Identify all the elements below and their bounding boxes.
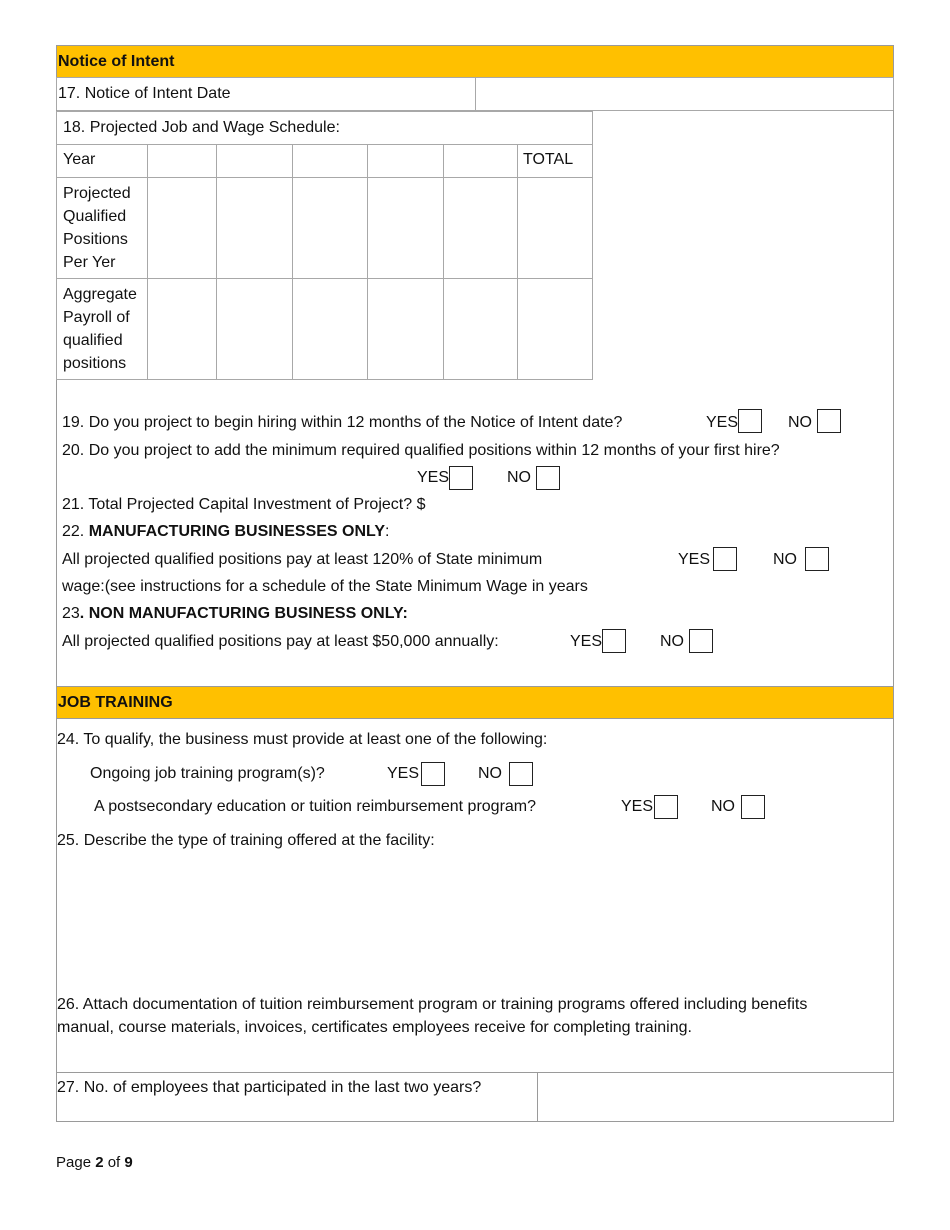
q22-line2: wage:(see instructions for a schedule of the State Minimum Wage in years (62, 578, 588, 595)
q24a-yes-label: YES (387, 765, 420, 782)
q25-description-area[interactable] (60, 858, 890, 988)
section-right-border (893, 110, 894, 686)
q23-heading (62, 605, 408, 623)
q20-no-checkbox[interactable] (536, 466, 560, 490)
q22-line1: All projected qualified positions pay at least 120% of State minimum (62, 551, 543, 568)
job-training-title: JOB TRAINING (58, 694, 173, 711)
q24b-no-label: NO (711, 798, 735, 815)
q19-no-label: NO (788, 414, 812, 431)
payroll-cell-5[interactable] (443, 278, 518, 380)
payroll-cell-1[interactable] (147, 278, 217, 380)
q19-yes-label: YES (706, 414, 739, 431)
q20-label: 20. Do you project to add the minimum required qualified positions within 12 months of your first hire? (62, 442, 780, 459)
q22-no-label: NO (773, 551, 797, 568)
positions-cell-1[interactable] (147, 177, 217, 279)
training-right-border (893, 718, 894, 1122)
positions-cell-2[interactable] (216, 177, 293, 279)
payroll-label-cell (56, 278, 148, 380)
q22-title: MANUFACTURING BUSINESSES ONLY (88, 523, 386, 540)
positions-cell-3[interactable] (292, 177, 368, 279)
q20-yes-checkbox[interactable] (449, 466, 473, 490)
year-label: Year (63, 151, 96, 168)
q18-title-cell (56, 111, 593, 145)
q27-bottom-border (56, 1121, 894, 1122)
q23-no-label: NO (660, 633, 684, 650)
q27-divider (537, 1072, 538, 1122)
page-prefix: Page (56, 1154, 96, 1171)
q20-no-label: NO (507, 469, 531, 486)
page-footer (56, 1154, 133, 1171)
q24-label: 24. To qualify, the business must provide at least one of the following: (57, 731, 548, 748)
q23-title: . NON MANUFACTURING BUSINESS ONLY: (79, 605, 408, 622)
year-cell-2[interactable] (216, 144, 293, 178)
q24b-yes-checkbox[interactable] (654, 795, 678, 819)
q22-yes-label: YES (678, 551, 711, 568)
training-left-border (56, 718, 57, 1122)
q17-label-cell (56, 77, 476, 111)
q25-label: 25. Describe the type of training offered at the facility: (57, 832, 435, 849)
payroll-cell-3[interactable] (292, 278, 368, 380)
q22-heading (62, 523, 389, 541)
q17-date-field[interactable] (475, 77, 894, 111)
payroll-total-cell[interactable] (517, 278, 593, 380)
q19-yes-checkbox[interactable] (738, 409, 762, 433)
q21-label: 21. Total Projected Capital Investment of Project? $ (62, 496, 426, 513)
job-training-header (56, 686, 894, 719)
q24a-no-label: NO (478, 765, 502, 782)
q24b-label: A postsecondary education or tuition reimbursement program? (94, 798, 537, 815)
year-cell-5[interactable] (443, 144, 518, 178)
q22-no-checkbox[interactable] (805, 547, 829, 571)
q22-yes-checkbox[interactable] (713, 547, 737, 571)
positions-total-cell[interactable] (517, 177, 593, 279)
q19-label: 19. Do you project to begin hiring within 12 months of the Notice of Intent date? (62, 414, 623, 431)
q24a-yes-checkbox[interactable] (421, 762, 445, 786)
q23-number: 23 (62, 605, 80, 622)
q22-number: 22. (62, 523, 89, 540)
notice-of-intent-header (56, 45, 894, 78)
payroll-cell-4[interactable] (367, 278, 444, 380)
year-label-cell (56, 144, 148, 178)
total-label: TOTAL (523, 151, 574, 168)
q22-colon: : (385, 523, 390, 540)
positions-cell-5[interactable] (443, 177, 518, 279)
page-of: of (103, 1154, 125, 1171)
q17-label: 17. Notice of Intent Date (58, 85, 231, 102)
q23-no-checkbox[interactable] (689, 629, 713, 653)
q24a-no-checkbox[interactable] (509, 762, 533, 786)
positions-label: Projected Qualified Positions Per Yer (63, 185, 131, 271)
year-cell-3[interactable] (292, 144, 368, 178)
q27-label: 27. No. of employees that participated in the last two years? (57, 1079, 482, 1096)
total-label-cell (517, 144, 593, 178)
q24a-label: Ongoing job training program(s)? (90, 765, 325, 782)
positions-cell-4[interactable] (367, 177, 444, 279)
q23-yes-checkbox[interactable] (602, 629, 626, 653)
payroll-cell-2[interactable] (216, 278, 293, 380)
q23-yes-label: YES (570, 633, 603, 650)
q24b-no-checkbox[interactable] (741, 795, 765, 819)
page-number: 2 (95, 1154, 104, 1171)
year-cell-4[interactable] (367, 144, 444, 178)
notice-of-intent-title: Notice of Intent (58, 53, 175, 70)
q18-label: 18. Projected Job and Wage Schedule: (63, 119, 340, 136)
page-total: 9 (124, 1154, 133, 1171)
q24b-yes-label: YES (621, 798, 654, 815)
q19-no-checkbox[interactable] (817, 409, 841, 433)
q23-line: All projected qualified positions pay at least $50,000 annually: (62, 633, 499, 650)
payroll-label: Aggregate Payroll of qualified positions (63, 286, 137, 372)
year-cell-1[interactable] (147, 144, 217, 178)
q26-line1: 26. Attach documentation of tuition reimbursement program or training programs offered including benefits (57, 996, 808, 1013)
positions-label-cell (56, 177, 148, 279)
q20-yes-label: YES (417, 469, 450, 486)
q27-answer-field[interactable] (539, 1074, 892, 1120)
q26-line2: manual, course materials, invoices, certificates employees receive for completing training. (57, 1019, 692, 1036)
q27-top-border (56, 1072, 894, 1073)
